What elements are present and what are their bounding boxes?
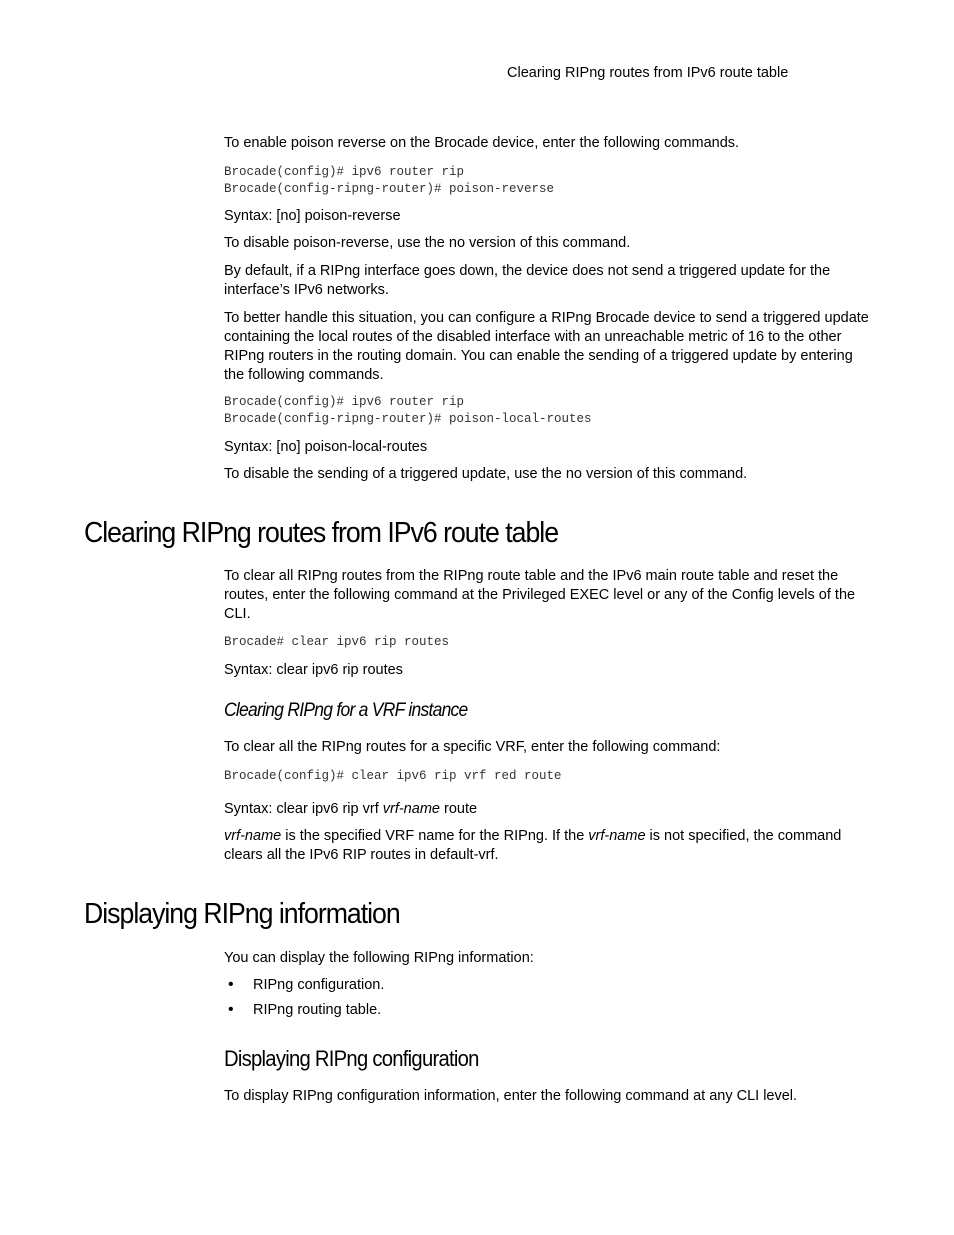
running-header: Clearing RIPng routes from IPv6 route table <box>507 65 789 81</box>
text: is not specified, the command clears all the IPv6 RIP routes in default-vrf. <box>224 828 842 863</box>
code-clear-routes: Brocade# clear ipv6 rip routes <box>224 635 450 649</box>
code-line: Brocade(config)# ipv6 router rip <box>224 165 465 179</box>
bullet-dot: • <box>228 976 234 993</box>
text: version of this command. <box>465 235 631 251</box>
list-item: RIPng configuration. <box>253 977 385 993</box>
paragraph-better: To better handle this situation, you can configure a RIPng Brocade device to send a triggered update containing the local routes of the disabled interface with an unreachable metric of 16 to the other RIPng routers in the routing domain. You can enable the sending of a triggered update by entering the following commands. <box>224 310 869 383</box>
keyword: no <box>565 466 582 482</box>
paragraph-default: By default, if a RIPng interface goes down, the device does not send a triggered update for the interface’s IPv6 networks. <box>224 263 831 298</box>
bullet-dot: • <box>228 1001 234 1018</box>
code-clear-vrf: Brocade(config)# clear ipv6 rip vrf red route <box>224 769 562 783</box>
text: version of this command. <box>581 466 748 482</box>
syntax-clear-vrf <box>224 800 869 819</box>
heading-displaying-config: Displaying RIPng configuration <box>224 1046 479 1071</box>
paragraph-disable-poison <box>224 234 869 253</box>
variable: vrf-name <box>588 828 646 844</box>
paragraph-clear-all: To clear all RIPng routes from the RIPng route table and the IPv6 main route table and reset the routes, enter the following command at the Privileged EXEC level or any of the Config levels of the CLI. <box>224 568 856 622</box>
text: is the specified VRF name for the RIPng. If the <box>281 828 589 844</box>
paragraph-disable-triggered <box>224 465 869 484</box>
heading-displaying-ripng: Displaying RIPng information <box>84 898 400 930</box>
paragraph-display-intro: You can display the following RIPng information: <box>224 950 534 966</box>
paragraph-display-config: To display RIPng configuration information, enter the following command at any CLI level. <box>224 1088 798 1104</box>
paragraph-clear-vrf: To clear all the RIPng routes for a specific VRF, enter the following command: <box>224 739 721 755</box>
paragraph-poison-intro: To enable poison reverse on the Brocade device, enter the following commands. <box>224 135 740 151</box>
paragraph-vrf-name <box>224 827 869 865</box>
heading-clearing-ripng: Clearing RIPng routes from IPv6 route table <box>84 517 559 549</box>
code-line: Brocade(config)# ipv6 router rip <box>224 395 465 409</box>
variable: vrf-name <box>382 801 440 817</box>
keyword: no <box>448 235 466 251</box>
heading-clearing-vrf: Clearing RIPng for a VRF instance <box>224 700 468 721</box>
text: Syntax: clear ipv6 rip vrf <box>224 801 383 817</box>
text: route <box>439 801 478 817</box>
code-line: Brocade(config-ripng-router)# poison-local-routes <box>224 411 592 426</box>
variable: vrf-name <box>224 828 282 844</box>
text: To disable the sending of a triggered update, use the <box>224 466 566 482</box>
code-line: Brocade(config-ripng-router)# poison-reverse <box>224 181 555 196</box>
text: To disable poison-reverse, use the <box>224 235 449 251</box>
syntax-poison-local: Syntax: [no] poison-local-routes <box>224 439 428 455</box>
code-block-poison-reverse <box>224 164 554 197</box>
code-block-poison-local <box>224 394 592 427</box>
syntax-poison-reverse: Syntax: [no] poison-reverse <box>224 208 401 224</box>
list-item: RIPng routing table. <box>253 1002 382 1018</box>
syntax-clear-routes: Syntax: clear ipv6 rip routes <box>224 662 403 678</box>
